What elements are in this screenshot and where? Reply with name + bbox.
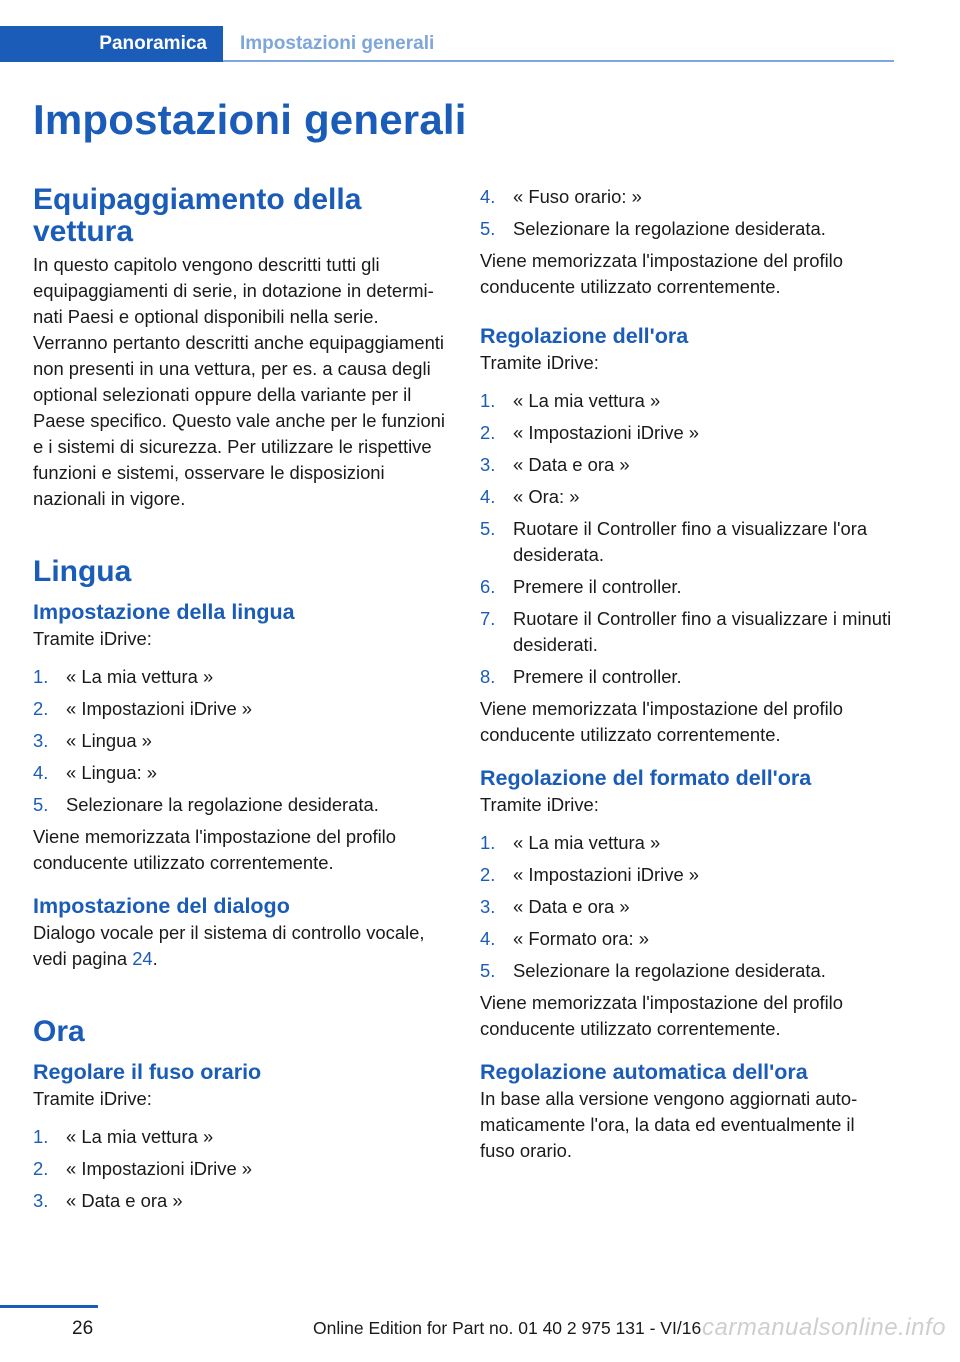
reg-ora-steps [480, 388, 894, 690]
fuso-note: Viene memorizzata l'impostazione del profilo conducente utilizzato correntemente. [480, 250, 843, 297]
lingua-heading: Lingua [33, 555, 132, 588]
list-item: 4. « Lingua: » [33, 762, 158, 783]
equip-text: In questo capitolo vengono descritti tutti gli equipaggiamenti di serie, in dotazione in determinati Paesi e optional disponibili nella serie. Verranno pertanto descritti anche equipaggiamenti non presenti in una vettura, per es. a causa degli optional selezionati oppure della variante per il Paese specifico. Questo vale anche per le funzioni e i sistemi di sicurezza. Per utilizzare le rispettive funzioni e sistemi, osservare le disposizioni nazionali in vigore. [33, 254, 445, 509]
lingua-intro: Tramite iDrive: [33, 628, 152, 649]
page-link[interactable]: 24 [132, 948, 153, 969]
list-item: 5. Selezionare la regolazione desiderata. [480, 960, 826, 981]
list-item: 3. « Lingua » [33, 730, 152, 751]
lingua-steps [33, 664, 447, 818]
list-item: 1. « La mia vettura » [33, 1126, 214, 1147]
list-item: 4. « Formato ora: » [480, 928, 649, 949]
top-bar [0, 26, 894, 62]
tab-impostazioni-generali[interactable]: Impostazioni generali [240, 33, 435, 54]
list-item: 3. « Data e ora » [480, 896, 630, 917]
list-item: 2. « Impostazioni iDrive » [33, 698, 253, 719]
lingua-note: Viene memorizzata l'impostazione del profilo conducente utilizzato correntemente. [33, 826, 396, 873]
page-number: 26 [72, 1318, 94, 1339]
reg-ora-subheading: Regolazione dell'ora [480, 324, 689, 348]
reg-ora-intro: Tramite iDrive: [480, 352, 599, 373]
dialogo-text: Dialogo vocale per il sistema di controllo vocale, vedi pagina 24. [33, 922, 425, 969]
list-item: 2. « Impostazioni iDrive » [33, 1158, 253, 1179]
list-item: 2. « Impostazioni iDrive » [480, 422, 700, 443]
list-item: 4. « Ora: » [480, 486, 580, 507]
tab-panoramica[interactable]: Panoramica [0, 26, 223, 62]
fuso-steps-continued [480, 184, 894, 242]
fuso-steps [33, 1124, 447, 1214]
list-item: 7. Ruotare il Controller fino a visualizzare i minuti desiderati. [480, 608, 892, 655]
fuso-subheading: Regolare il fuso orario [33, 1060, 262, 1084]
list-item: 1. « La mia vettura » [33, 666, 214, 687]
list-item: 8. Premere il controller. [480, 666, 682, 687]
list-item: 1. « La mia vettura » [480, 390, 661, 411]
header-divider [223, 60, 894, 62]
formato-note: Viene memorizzata l'impostazione del profilo conducente utilizzato correntemente. [480, 992, 843, 1039]
page-title: Impostazioni generali [33, 96, 467, 143]
list-item: 5. Selezionare la regolazione desiderata. [480, 218, 826, 239]
dialogo-subheading: Impostazione del dialogo [33, 894, 290, 918]
list-item: 5. Selezionare la regolazione desiderata. [33, 794, 379, 815]
watermark: carmanualsonline.info [702, 1314, 946, 1341]
reg-ora-note: Viene memorizzata l'impostazione del profilo conducente utilizzato correntemente. [480, 698, 843, 745]
formato-subheading: Regolazione del formato dell'ora [480, 766, 812, 790]
formato-steps [480, 830, 894, 984]
list-item: 3. « Data e ora » [480, 454, 630, 475]
fuso-intro: Tramite iDrive: [33, 1088, 152, 1109]
ora-heading: Ora [33, 1015, 85, 1048]
list-item: 2. « Impostazioni iDrive » [480, 864, 700, 885]
list-item: 4. « Fuso orario: » [480, 186, 642, 207]
formato-intro: Tramite iDrive: [480, 794, 599, 815]
list-item: 3. « Data e ora » [33, 1190, 183, 1211]
right-column [480, 184, 894, 1170]
edition-text: Online Edition for Part no. 01 40 2 975 131 - VI/16 [313, 1318, 702, 1338]
list-item: 1. « La mia vettura » [480, 832, 661, 853]
list-item: 6. Premere il controller. [480, 576, 682, 597]
equip-heading: Equipaggiamento della vettura [33, 183, 362, 248]
lingua-subheading: Impostazione della lingua [33, 600, 295, 624]
auto-subheading: Regolazione automatica dell'ora [480, 1060, 808, 1084]
auto-text: In base alla versione vengono aggiornati automaticamente l'ora, la data ed eventualmente il fuso orario. [480, 1088, 858, 1161]
footer-divider [0, 1305, 98, 1308]
left-column [33, 184, 447, 1220]
list-item: 5. Ruotare il Controller fino a visualizzare l'ora desiderata. [480, 518, 868, 565]
